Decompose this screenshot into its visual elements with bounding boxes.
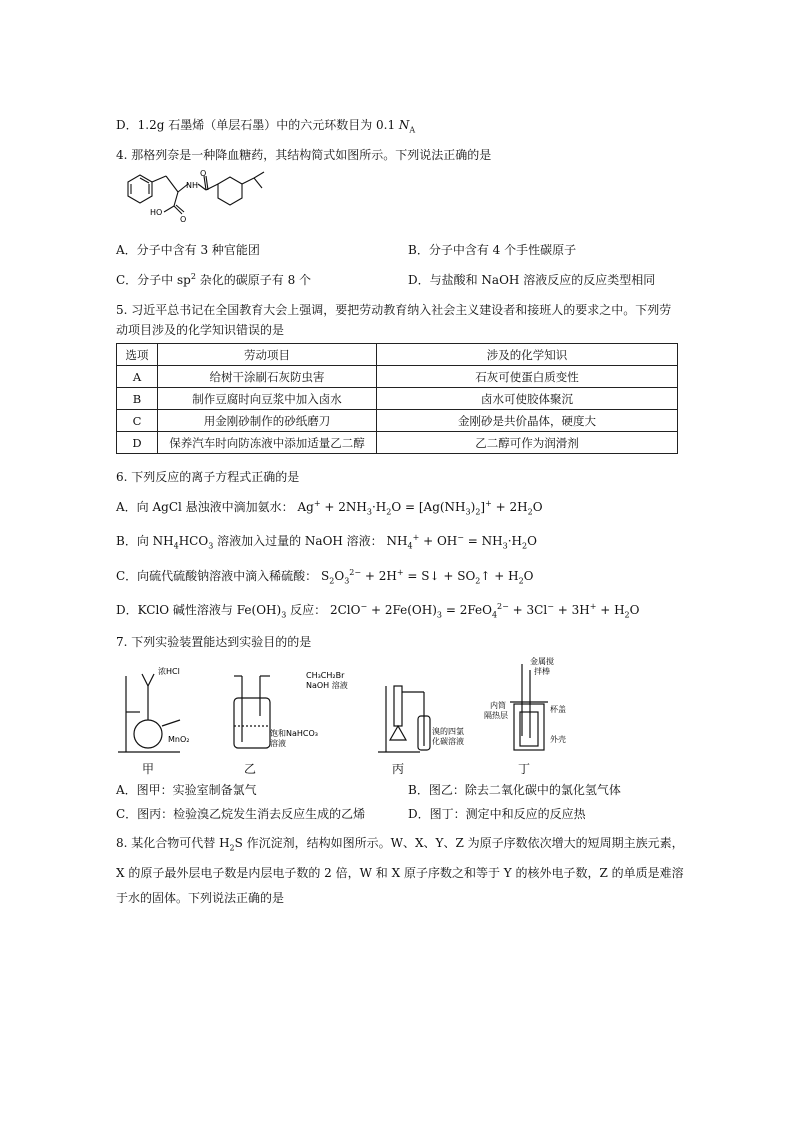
q7-stem: 7. 下列实验装置能达到实验目的的是 [116, 635, 312, 649]
table-header: 涉及的化学知识 [377, 344, 678, 366]
label-naoh: NaOH 溶液 [306, 681, 348, 690]
apparatus-figures [110, 656, 580, 768]
struct-label-o2: O [180, 215, 187, 224]
q6-option-b: B．向 $NH_4HCO_3$ 溶液加入过量的 NaOH 溶液： $NH_4^+ + OH^- = NH_3\cdot H_2O$ [116, 533, 537, 551]
table-cell: B [117, 388, 158, 410]
q4-c-post: 杂化的碳原子有 8 个 [195, 273, 312, 287]
labor-table [116, 343, 678, 454]
label-shell: 外壳 [550, 735, 566, 744]
q4-c-pre: C．分子中 sp [116, 273, 191, 287]
label-ch3ch2br: CH₃CH₂Br [306, 671, 345, 680]
q6-option-a [116, 498, 543, 516]
q6-b-pre: B．向 NH [116, 534, 174, 548]
q6-c-equation: $S_2O_3^{2-} + 2H^+$ = S↓ + $SO_2↑ + H_2O$ [321, 568, 534, 586]
q8-line1: 8. 某化合物可代替 $H_2S$ 作沉淀剂，结构如图所示。W、X、Y、Z 为原子序数依次增大的短周期主族元素， [116, 836, 684, 853]
q6-c-text: C．向硫代硫酸钠溶液中滴入稀硫酸： [116, 569, 318, 583]
table-cell: 制作豆腐时向豆浆中加入卤水 [158, 388, 377, 410]
q6-option-c [116, 567, 534, 585]
q4-option-d: D．与盐酸和 NaOH 溶液反应的反应类型相同 [408, 273, 656, 287]
label-nahco3-2: 溶液 [270, 739, 286, 748]
label-lid: 杯盖 [550, 705, 566, 714]
caption-yi: 乙 [244, 762, 257, 776]
q3-option-d-text: D．1.2g 石墨烯（单层石墨）中的六元环数目为 0.1 [116, 118, 399, 132]
table-cell: 给树干涂刷石灰防虫害 [158, 366, 377, 388]
table-header: 劳动项目 [158, 344, 377, 366]
q4-option-a: A．分子中含有 3 种官能团 [116, 243, 260, 257]
q5-stem-line1: 5. 习近平总书记在全国教育大会上强调，要把劳动教育纳入社会主义建设者和接班人的要求之中。下列劳 [116, 303, 672, 317]
q8-line1-pre: 8. 某化合物可代替 H [116, 836, 230, 850]
caption-bing: 丙 [392, 762, 405, 776]
avogadro-symbol: N [398, 118, 410, 132]
q6-d-pre: D．KClO 碱性溶液与 Fe(OH) [116, 603, 282, 617]
q6-d-equation: $2ClO^- + 2Fe(OH)_3 = 2FeO_4^{2-} + 3Cl^- + 3H^+ + H_2O$ [329, 602, 640, 620]
q8-line3: 于水的固体。下列说法正确的是 [116, 891, 285, 905]
table-cell: 用金刚砂制作的砂纸磨刀 [158, 410, 377, 432]
label-stirrer-2: 拌棒 [534, 667, 550, 676]
table-row [117, 366, 678, 388]
q7-option-a: A．图甲：实验室制备氯气 [116, 783, 257, 797]
table-row [117, 388, 678, 410]
q7-option-d: D．图丁：测定中和反应的反应热 [408, 807, 586, 821]
table-row [117, 410, 678, 432]
table-cell: D [117, 432, 158, 454]
q4-option-b: B．分子中含有 4 个手性碳原子 [408, 243, 577, 257]
table-header: 选项 [117, 344, 158, 366]
struct-label-nh: NH [186, 181, 198, 190]
q8-line1-post: S 作沉淀剂，结构如图所示。W、X、Y、Z 为原子序数依次增大的短周期主族元素， [234, 836, 684, 850]
nateglinide-structure [116, 168, 286, 228]
table-cell: 卤水可使胶体聚沉 [377, 388, 678, 410]
label-insulation: 隔热层 [484, 711, 508, 720]
struct-label-ho: HO [150, 208, 163, 217]
table-header-row [117, 344, 678, 366]
label-stirrer-1: 金属搅 [530, 657, 554, 666]
table-cell: A [117, 366, 158, 388]
q6-b-equation: $NH_4^+ + OH^- = NH_3\cdot H_2O$ [386, 533, 537, 551]
caption-jia: 甲 [142, 762, 155, 776]
label-nahco3-1: 饱和NaHCO₃ [270, 729, 318, 738]
label-hcl: 浓HCl [158, 667, 180, 676]
q6-option-d: D．KClO 碱性溶液与 $Fe(OH)_3$ 反应： $2ClO^- + 2Fe(OH)_3 = 2FeO_4^{2-} + 3Cl^- + 3H^+ + H_2O$ [116, 602, 640, 620]
table-cell: 金刚砂是共价晶体，硬度大 [377, 410, 678, 432]
caption-ding: 丁 [518, 762, 531, 776]
avogadro-sub: A [409, 125, 416, 135]
q6-b-mid: 溶液加入过量的 NaOH 溶液： [213, 534, 383, 548]
q4-option-c [116, 271, 311, 289]
table-cell: C [117, 410, 158, 432]
q3-option-d [116, 116, 415, 134]
q4-c-sup: 2 [190, 272, 196, 281]
table-cell: 乙二醇可作为润滑剂 [377, 432, 678, 454]
struct-label-o: O [200, 169, 207, 178]
q5-stem-line2: 动项目涉及的化学知识错误的是 [116, 323, 285, 337]
table-row [117, 432, 678, 454]
table-cell: 石灰可使蛋白质变性 [377, 366, 678, 388]
q8-line2: X 的原子最外层电子数是内层电子数的 2 倍，W 和 X 原子序数之和等于 Y 的核外电子数，Z 的单质是难溶 [116, 866, 684, 880]
q7-option-b: B．图乙：除去二氧化碳中的氯化氢气体 [408, 783, 621, 797]
q6-stem: 6. 下列反应的离子方程式正确的是 [116, 470, 300, 484]
table-cell: 保养汽车时向防冻液中添加适量乙二醇 [158, 432, 377, 454]
label-br-1: 溴的四氯 [432, 727, 464, 736]
q7-option-c: C．图丙：检验溴乙烷发生消去反应生成的乙烯 [116, 807, 366, 821]
label-br-2: 化碳溶液 [432, 737, 464, 746]
q4-stem: 4. 那格列奈是一种降血糖药，其结构简式如图所示。下列说法正确的是 [116, 148, 492, 162]
label-mno2: MnO₂ [168, 735, 190, 744]
q6-a-text: A．向 AgCl 悬浊液中滴加氨水： [116, 500, 294, 514]
q6-a-equation: $Ag^+ + 2NH_3\cdot H_2O = [Ag(NH_3)_2]^+ + 2H_2O$ [297, 499, 543, 517]
label-inner: 内筒 [490, 701, 506, 710]
q6-d-mid: 反应： [286, 603, 327, 617]
